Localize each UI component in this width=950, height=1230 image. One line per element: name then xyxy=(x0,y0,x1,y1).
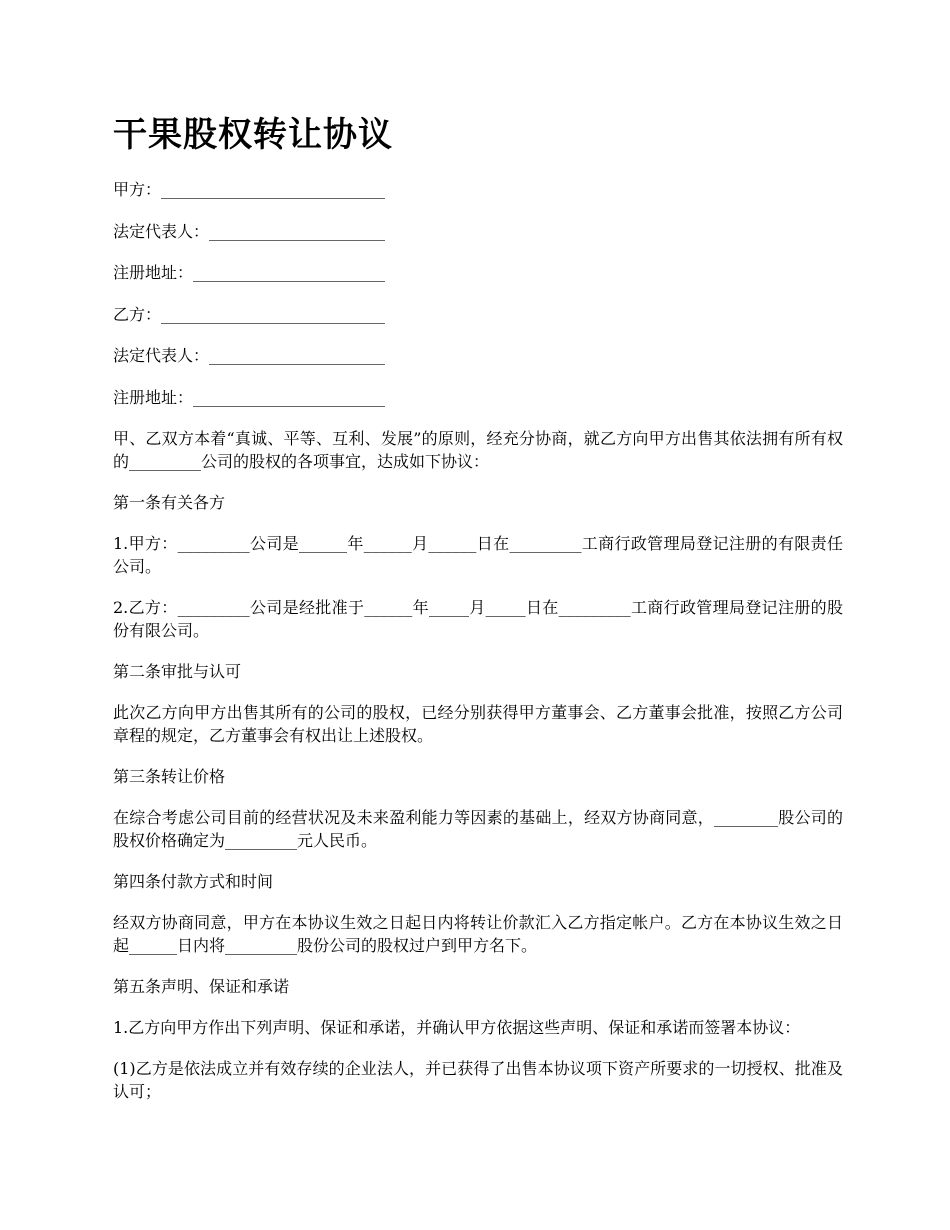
party-b-address-field: 注册地址：________________________ xyxy=(113,387,386,407)
article-5-item-1-sub-1: (1)乙方是依法成立并有效存续的企业法人，并已获得了出售本协议项下资产所要求的一切授权、批准及认可； xyxy=(113,1059,843,1101)
document-title: 干果股权转让协议 xyxy=(113,115,393,155)
party-b-field: 乙方：____________________________ xyxy=(113,304,386,324)
article-2-heading: 第二条审批与认可 xyxy=(113,662,242,681)
party-a-address-field: 注册地址：________________________ xyxy=(113,263,386,282)
article-1-item-2: 2.乙方：_________公司是经批准于______年_____月_____日在_________工商行政管理局登记注册的股份有限公司。 xyxy=(113,598,843,640)
article-2-text: 此次乙方向甲方出售其所有的公司的股权，已经分别获得甲方董事会、乙方董事会批准，按照乙方公司章程的规定，乙方董事会有权出让上述股权。 xyxy=(113,703,843,745)
article-5-heading: 第五条声明、保证和承诺 xyxy=(113,977,290,996)
article-3-heading: 第三条转让价格 xyxy=(113,767,226,786)
article-3-text: 在综合考虑公司目前的经营状况及未来盈利能力等因素的基础上，经双方协商同意，________股公司的股权价格确定为_________元人民币。 xyxy=(113,808,843,850)
document-body xyxy=(113,178,843,1121)
party-a-field: 甲方：____________________________ xyxy=(113,180,386,199)
party-b-legal-rep-field: 法定代表人：______________________ xyxy=(113,346,386,365)
article-4-heading: 第四条付款方式和时间 xyxy=(113,872,274,891)
intro-paragraph: 甲、乙双方本着“真诚、平等、互利、发展”的原则，经充分协商，就乙方向甲方出售其依法拥有所有权的_________公司的股权的各项事宜，达成如下协议： xyxy=(113,429,843,471)
party-a-legal-rep-field: 法定代表人：______________________ xyxy=(113,221,386,241)
article-5-item-1: 1.乙方向甲方作出下列声明、保证和承诺，并确认甲方依据这些声明、保证和承诺而签署本协议： xyxy=(113,1018,801,1037)
article-1-item-1: 1.甲方：_________公司是______年______月______日在_________工商行政管理局登记注册的有限责任公司。 xyxy=(113,534,843,576)
article-1-heading: 第一条有关各方 xyxy=(113,493,226,512)
article-4-text: 经双方协商同意，甲方在本协议生效之日起日内将转让价款汇入乙方指定帐户。乙方在本协议生效之日起______日内将_________股份公司的股权过户到甲方名下。 xyxy=(113,913,843,955)
